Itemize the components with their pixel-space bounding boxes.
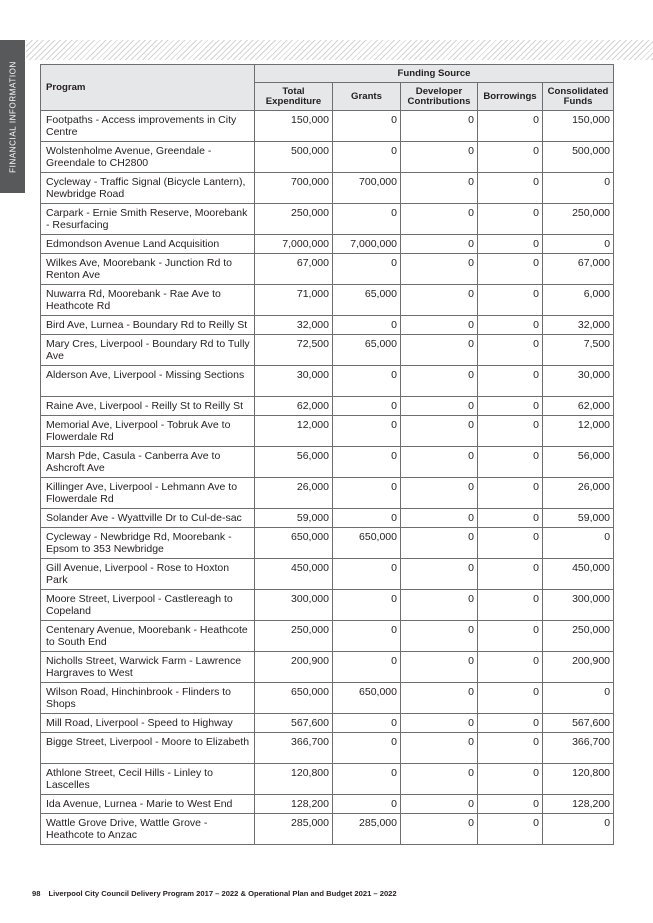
grants-cell: 0	[333, 652, 401, 683]
consolidated-funds-cell: 450,000	[543, 559, 614, 590]
grants-cell: 65,000	[333, 335, 401, 366]
total-expenditure-cell: 450,000	[255, 559, 333, 590]
consolidated-funds-cell: 150,000	[543, 111, 614, 142]
program-cell: Mill Road, Liverpool - Speed to Highway	[41, 714, 255, 733]
consolidated-funds-cell: 200,900	[543, 652, 614, 683]
developer-contributions-cell: 0	[401, 528, 478, 559]
total-expenditure-cell: 700,000	[255, 173, 333, 204]
consolidated-funds-cell: 62,000	[543, 397, 614, 416]
program-cell: Nuwarra Rd, Moorebank - Rae Ave to Heathcote Rd	[41, 285, 255, 316]
table-row	[41, 733, 614, 764]
table-row	[41, 478, 614, 509]
grants-cell: 650,000	[333, 683, 401, 714]
grants-cell: 0	[333, 714, 401, 733]
consolidated-funds-cell: 250,000	[543, 621, 614, 652]
consolidated-funds-cell: 6,000	[543, 285, 614, 316]
table-row	[41, 335, 614, 366]
program-cell: Gill Avenue, Liverpool - Rose to Hoxton Park	[41, 559, 255, 590]
funding-table	[40, 64, 614, 845]
program-cell: Solander Ave - Wyattville Dr to Cul-de-sac	[41, 509, 255, 528]
developer-contributions-cell: 0	[401, 285, 478, 316]
borrowings-cell: 0	[478, 733, 543, 764]
total-expenditure-cell: 150,000	[255, 111, 333, 142]
borrowings-cell: 0	[478, 173, 543, 204]
borrowings-cell: 0	[478, 652, 543, 683]
developer-contributions-cell: 0	[401, 559, 478, 590]
borrowings-header: Borrowings	[478, 83, 543, 111]
table-row	[41, 764, 614, 795]
program-cell: Athlone Street, Cecil Hills - Linley to Lascelles	[41, 764, 255, 795]
developer-contributions-cell: 0	[401, 590, 478, 621]
program-cell: Carpark - Ernie Smith Reserve, Moorebank - Resurfacing	[41, 204, 255, 235]
program-cell: Memorial Ave, Liverpool - Tobruk Ave to Flowerdale Rd	[41, 416, 255, 447]
table-row	[41, 142, 614, 173]
borrowings-cell: 0	[478, 509, 543, 528]
total-expenditure-cell: 72,500	[255, 335, 333, 366]
borrowings-cell: 0	[478, 204, 543, 235]
section-side-tab-label: FINANCIAL INFORMATION	[8, 60, 17, 173]
grants-cell: 285,000	[333, 814, 401, 845]
grants-cell: 0	[333, 142, 401, 173]
table-row	[41, 528, 614, 559]
developer-contributions-cell: 0	[401, 366, 478, 397]
consolidated-funds-cell: 300,000	[543, 590, 614, 621]
borrowings-cell: 0	[478, 285, 543, 316]
table-row	[41, 590, 614, 621]
program-cell: Bigge Street, Liverpool - Moore to Elizabeth	[41, 733, 255, 764]
table-row	[41, 416, 614, 447]
borrowings-cell: 0	[478, 397, 543, 416]
grants-cell: 65,000	[333, 285, 401, 316]
total-expenditure-cell: 26,000	[255, 478, 333, 509]
consolidated-funds-cell: 0	[543, 814, 614, 845]
consolidated-funds-cell: 59,000	[543, 509, 614, 528]
total-expenditure-cell: 30,000	[255, 366, 333, 397]
grants-cell: 0	[333, 733, 401, 764]
grants-cell: 700,000	[333, 173, 401, 204]
total-expenditure-cell: 128,200	[255, 795, 333, 814]
developer-contributions-cell: 0	[401, 335, 478, 366]
borrowings-cell: 0	[478, 559, 543, 590]
total-expenditure-cell: 59,000	[255, 509, 333, 528]
developer-contributions-cell: 0	[401, 814, 478, 845]
program-cell: Edmondson Avenue Land Acquisition	[41, 235, 255, 254]
grants-cell: 0	[333, 764, 401, 795]
grants-cell: 7,000,000	[333, 235, 401, 254]
program-cell: Wilkes Ave, Moorebank - Junction Rd to Renton Ave	[41, 254, 255, 285]
borrowings-cell: 0	[478, 764, 543, 795]
consolidated-funds-cell: 32,000	[543, 316, 614, 335]
grants-cell: 0	[333, 254, 401, 285]
developer-contributions-cell: 0	[401, 764, 478, 795]
program-cell: Mary Cres, Liverpool - Boundary Rd to Tully Ave	[41, 335, 255, 366]
program-cell: Killinger Ave, Liverpool - Lehmann Ave to Flowerdale Rd	[41, 478, 255, 509]
total-expenditure-cell: 12,000	[255, 416, 333, 447]
program-cell: Nicholls Street, Warwick Farm - Lawrence Hargraves to West	[41, 652, 255, 683]
consolidated-funds-cell: 366,700	[543, 733, 614, 764]
consolidated-funds-cell: 12,000	[543, 416, 614, 447]
program-cell: Ida Avenue, Lurnea - Marie to West End	[41, 795, 255, 814]
total-expenditure-cell: 67,000	[255, 254, 333, 285]
program-cell: Wattle Grove Drive, Wattle Grove - Heathcote to Anzac	[41, 814, 255, 845]
table-row	[41, 621, 614, 652]
consolidated-funds-header: Consolidated Funds	[543, 83, 614, 111]
borrowings-cell: 0	[478, 335, 543, 366]
developer-contributions-cell: 0	[401, 254, 478, 285]
table-row	[41, 652, 614, 683]
footer-title: Liverpool City Council Delivery Program 2017 – 2022 & Operational Plan and Budget 2021 – 2022	[48, 889, 397, 898]
program-cell: Raine Ave, Liverpool - Reilly St to Reilly St	[41, 397, 255, 416]
consolidated-funds-cell: 26,000	[543, 478, 614, 509]
borrowings-cell: 0	[478, 621, 543, 652]
developer-contributions-cell: 0	[401, 173, 478, 204]
borrowings-cell: 0	[478, 254, 543, 285]
total-expenditure-cell: 56,000	[255, 447, 333, 478]
consolidated-funds-cell: 0	[543, 235, 614, 254]
program-cell: Cycleway - Traffic Signal (Bicycle Lantern), Newbridge Road	[41, 173, 255, 204]
developer-contributions-cell: 0	[401, 142, 478, 173]
program-cell: Wilson Road, Hinchinbrook - Flinders to Shops	[41, 683, 255, 714]
consolidated-funds-cell: 120,800	[543, 764, 614, 795]
table-row	[41, 285, 614, 316]
grants-cell: 0	[333, 447, 401, 478]
grants-cell: 0	[333, 416, 401, 447]
grants-cell: 0	[333, 559, 401, 590]
consolidated-funds-cell: 0	[543, 683, 614, 714]
consolidated-funds-cell: 250,000	[543, 204, 614, 235]
total-expenditure-cell: 650,000	[255, 528, 333, 559]
program-cell: Cycleway - Newbridge Rd, Moorebank - Epsom to 353 Newbridge	[41, 528, 255, 559]
total-expenditure-cell: 71,000	[255, 285, 333, 316]
borrowings-cell: 0	[478, 478, 543, 509]
grants-cell: 0	[333, 397, 401, 416]
borrowings-cell: 0	[478, 366, 543, 397]
grants-cell: 0	[333, 590, 401, 621]
consolidated-funds-cell: 567,600	[543, 714, 614, 733]
total-expenditure-cell: 32,000	[255, 316, 333, 335]
borrowings-cell: 0	[478, 235, 543, 254]
total-expenditure-cell: 7,000,000	[255, 235, 333, 254]
table-row	[41, 235, 614, 254]
table-row	[41, 254, 614, 285]
table-row	[41, 111, 614, 142]
table-row	[41, 447, 614, 478]
developer-contributions-cell: 0	[401, 447, 478, 478]
table-row	[41, 173, 614, 204]
total-expenditure-cell: 650,000	[255, 683, 333, 714]
table-row	[41, 683, 614, 714]
table-row	[41, 714, 614, 733]
developer-contributions-cell: 0	[401, 733, 478, 764]
grants-cell: 0	[333, 478, 401, 509]
total-expenditure-cell: 250,000	[255, 204, 333, 235]
developer-contributions-cell: 0	[401, 509, 478, 528]
grants-cell: 0	[333, 204, 401, 235]
table-row	[41, 509, 614, 528]
borrowings-cell: 0	[478, 142, 543, 173]
borrowings-cell: 0	[478, 316, 543, 335]
grants-cell: 0	[333, 316, 401, 335]
table-row	[41, 795, 614, 814]
total-expenditure-header: Total Expenditure	[255, 83, 333, 111]
program-cell: Alderson Ave, Liverpool - Missing Sections	[41, 366, 255, 397]
borrowings-cell: 0	[478, 814, 543, 845]
total-expenditure-cell: 300,000	[255, 590, 333, 621]
consolidated-funds-cell: 7,500	[543, 335, 614, 366]
developer-contributions-cell: 0	[401, 683, 478, 714]
borrowings-cell: 0	[478, 795, 543, 814]
total-expenditure-cell: 200,900	[255, 652, 333, 683]
borrowings-cell: 0	[478, 528, 543, 559]
borrowings-cell: 0	[478, 590, 543, 621]
developer-contributions-cell: 0	[401, 416, 478, 447]
consolidated-funds-cell: 0	[543, 528, 614, 559]
grants-cell: 0	[333, 509, 401, 528]
total-expenditure-cell: 285,000	[255, 814, 333, 845]
consolidated-funds-cell: 128,200	[543, 795, 614, 814]
total-expenditure-cell: 250,000	[255, 621, 333, 652]
developer-contributions-header: Developer Contributions	[401, 83, 478, 111]
grants-cell: 650,000	[333, 528, 401, 559]
developer-contributions-cell: 0	[401, 111, 478, 142]
table-row	[41, 316, 614, 335]
table-row	[41, 397, 614, 416]
grants-cell: 0	[333, 366, 401, 397]
developer-contributions-cell: 0	[401, 235, 478, 254]
total-expenditure-cell: 567,600	[255, 714, 333, 733]
consolidated-funds-cell: 500,000	[543, 142, 614, 173]
program-cell: Bird Ave, Lurnea - Boundary Rd to Reilly St	[41, 316, 255, 335]
total-expenditure-cell: 366,700	[255, 733, 333, 764]
program-column-header: Program	[41, 65, 255, 111]
consolidated-funds-cell: 30,000	[543, 366, 614, 397]
developer-contributions-cell: 0	[401, 478, 478, 509]
program-cell: Moore Street, Liverpool - Castlereagh to Copeland	[41, 590, 255, 621]
table-row	[41, 366, 614, 397]
borrowings-cell: 0	[478, 416, 543, 447]
program-cell: Footpaths - Access improvements in City Centre	[41, 111, 255, 142]
developer-contributions-cell: 0	[401, 714, 478, 733]
table-row	[41, 204, 614, 235]
funding-table-body	[41, 111, 614, 845]
program-cell: Centenary Avenue, Moorebank - Heathcote to South End	[41, 621, 255, 652]
program-cell: Wolstenholme Avenue, Greendale - Greendale to CH2800	[41, 142, 255, 173]
funding-source-header: Funding Source	[255, 65, 614, 83]
consolidated-funds-cell: 0	[543, 173, 614, 204]
consolidated-funds-cell: 67,000	[543, 254, 614, 285]
developer-contributions-cell: 0	[401, 652, 478, 683]
grants-header: Grants	[333, 83, 401, 111]
developer-contributions-cell: 0	[401, 795, 478, 814]
page-number: 98	[32, 889, 41, 898]
borrowings-cell: 0	[478, 111, 543, 142]
total-expenditure-cell: 500,000	[255, 142, 333, 173]
grants-cell: 0	[333, 111, 401, 142]
section-side-tab	[0, 40, 25, 193]
program-cell: Marsh Pde, Casula - Canberra Ave to Ashcroft Ave	[41, 447, 255, 478]
developer-contributions-cell: 0	[401, 316, 478, 335]
decorative-hatch-band	[26, 40, 653, 60]
grants-cell: 0	[333, 795, 401, 814]
table-row	[41, 814, 614, 845]
total-expenditure-cell: 62,000	[255, 397, 333, 416]
grants-cell: 0	[333, 621, 401, 652]
developer-contributions-cell: 0	[401, 621, 478, 652]
borrowings-cell: 0	[478, 714, 543, 733]
consolidated-funds-cell: 56,000	[543, 447, 614, 478]
borrowings-cell: 0	[478, 447, 543, 478]
developer-contributions-cell: 0	[401, 204, 478, 235]
page-footer	[32, 889, 397, 898]
developer-contributions-cell: 0	[401, 397, 478, 416]
table-row	[41, 559, 614, 590]
borrowings-cell: 0	[478, 683, 543, 714]
total-expenditure-cell: 120,800	[255, 764, 333, 795]
